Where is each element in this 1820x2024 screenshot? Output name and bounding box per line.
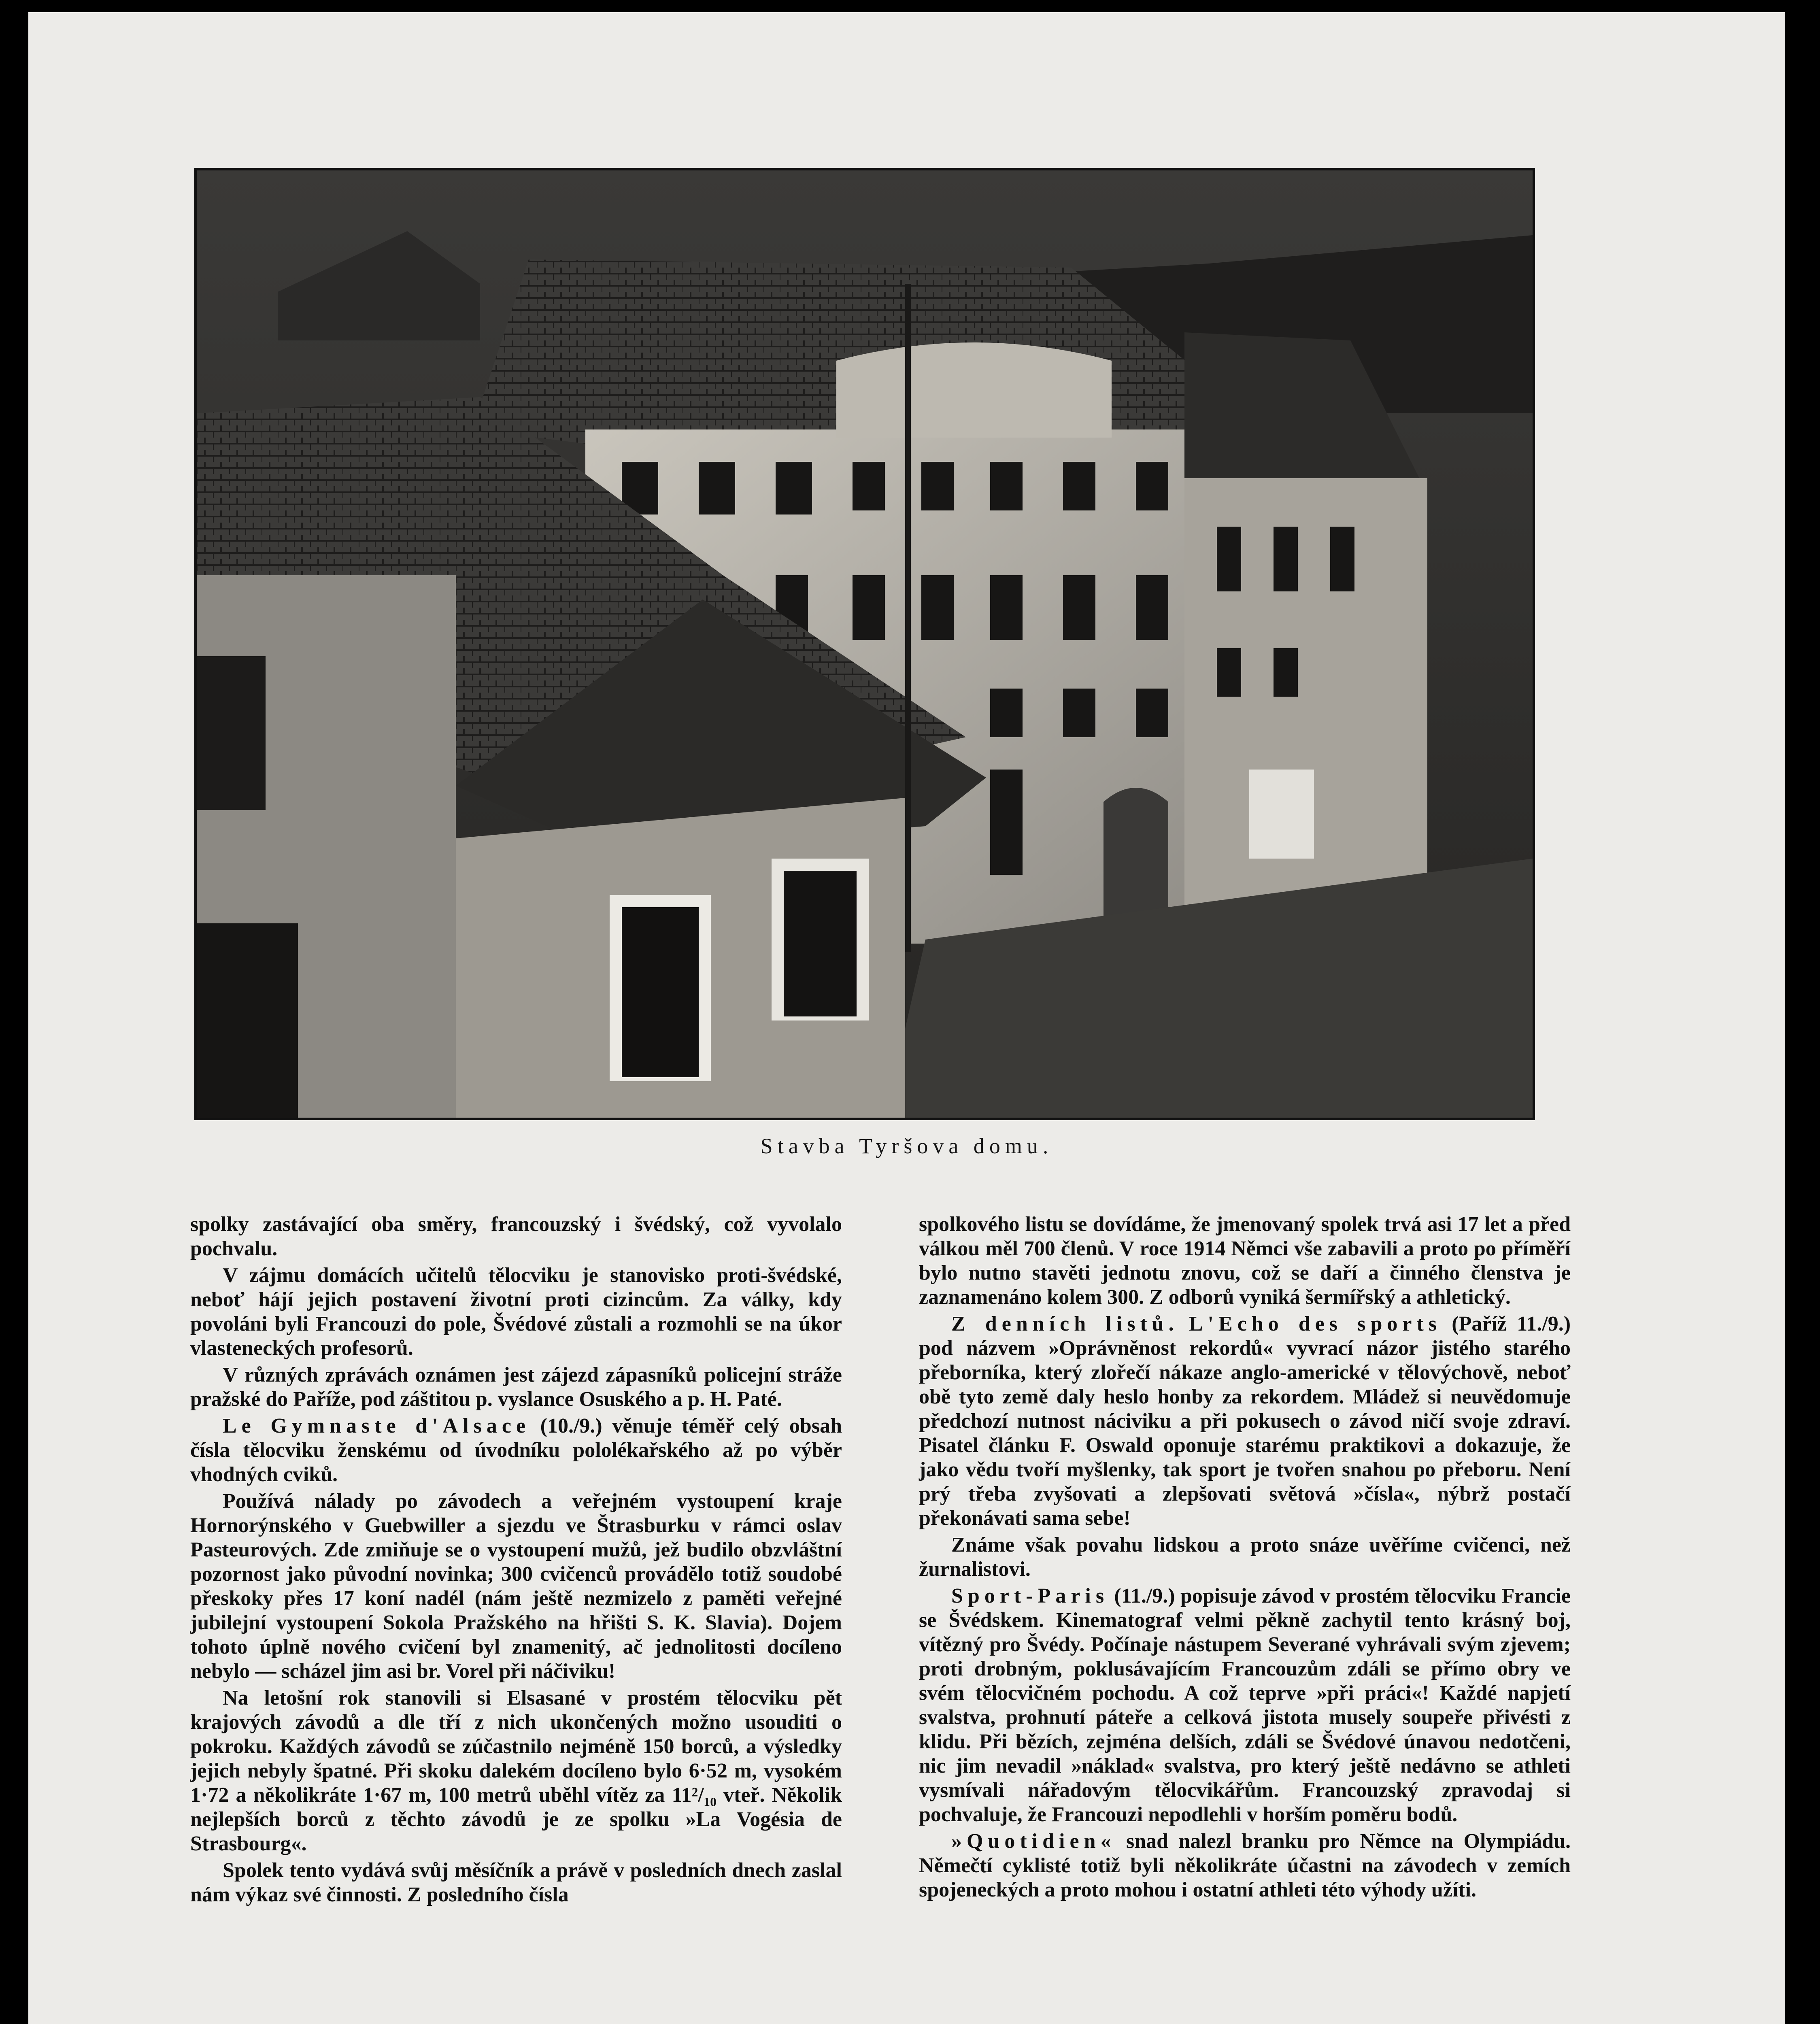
photo-caption: Stavba Tyršova domu. <box>760 1134 1053 1158</box>
photograph-image <box>197 170 1533 1118</box>
left-paragraph-7: Spolek tento vydává svůj měsíčník a právě v posledních dnech zaslal nám výkaz své činnosti. Z posledního čísla <box>190 1859 842 1906</box>
journal-title-sport-paris: Sport-Paris <box>951 1584 1109 1607</box>
right-paragraph-5 <box>919 1829 1571 1902</box>
left-paragraph-5: Používá nálady po závodech a veřejném vystoupení kraje Hornorýnského v Guebwiller a sjezdu ve Štrasburku v rámci oslav Pasteurových. Zde zmiňuje se o vystoupení mužů, jež budilo obzvláštní pozornost jako původní novinka; 300 cvičenců provádělo totiž soudobé přeskoky přes 17 koní nadél (nám ještě nezmizelo z paměti veřejné jubilejní vystoupení Sokola Pražského na hřišti S. K. Slavia). Dojem tohoto úplně nového cvičení byl znamenitý, ač jednolitosti docíleno nebylo — scházel jim asi br. Vorel při náčiviku! <box>190 1490 842 1683</box>
left-paragraph-1: spolky zastávající oba směry, francouzský i švédský, což vyvolalo pochvalu. <box>190 1213 842 1260</box>
right-paragraph-2-body: (Paříž 11./9.) pod názvem »Oprávněnost rekordů« vyvrací názor jistého starého přeborníka, který zlořečí nákaze anglo-americké v tělovýchově, neboť obě tyto země daly heslo honby za rekordem. Mládež si neuvědomuje předchozí nutnost náciviku a při pokusech o závod ničí svoje zdraví. Pisatel článku F. Oswald oponuje starému praktikovi a dokazuje, že jako vědu tvoří myšlenky, tak sport je tvořen snahou po přeboru. Není prý třeba zvyšovati a zlepšovati světová »čísla«, nýbrž postačí překonávati sama sebe! <box>919 1312 1571 1530</box>
right-paragraph-4-body: (11./9.) popisuje závod v prostém tělocviku Francie se Švédskem. Kinematograf velmi pěkně zachytil tento krásný boj, vítězný pro Švédy. Počínaje nástupem Severané vyhrávali svým zjevem; proti drobným, poklusávajícím Francouzům zdáli se přímo obry ve svém tělocvičném pochodu. A což teprve »při práci«! Každé napjetí svalstva, prohnutí páteře a celková jistota musely soupeře přivésti z klidu. Při bězích, zejména delších, zdáli se Švédové únavou nedotčeni, nic jim nevadil »náklad« svalstva, pro který ještě nedávno se athleti vysmívali nářadovým tělocvikářům. Francouzský zpravodaj si pochvaluje, že Francouzi nepodlehli v horším poměru bodů. <box>919 1584 1571 1826</box>
left-paragraph-4-body: (10./9.) věnuje téměř celý obsah čísla tělocviku ženskému od úvodníku pololékařského až po výběr vhodných cviků. <box>190 1414 842 1486</box>
right-paragraph-1: spolkového listu se dovídáme, že jmenovaný spolek trvá asi 17 let a před válkou měl 700 členů. V roce 1914 Němci vše zabavili a proto po příměří bylo nutno stavěti jednotu znovu, což se daří a činného členstva je zaznamenáno kolem 300. Z odborů vyniká šermířský a athletický. <box>919 1213 1571 1309</box>
journal-title-quotidien: »Quotidien« <box>951 1830 1116 1853</box>
left-column <box>190 1212 842 1909</box>
left-paragraph-3: V různých zprávách oznámen jest zájezd zápasníků policejní stráže pražské do Paříže, pod záštitou p. vyslance Osuského a p. H. Paté. <box>190 1363 842 1411</box>
left-paragraph-6: Na letošní rok stanovili si Elsasané v prostém tělocviku pět krajových závodů a dle tří z nich ukončených možno usouditi o pokroku. Každých závodů se zúčastnilo nejméně 150 borců, a výsledky jejich nebyly špatné. Při skoku dalekém docíleno bylo 6·52 m, vysokém 1·72 a několikráte 1·67 m, 100 metrů uběhl vítěz za 11²/₁₀ vteř. Několik nejlepších borců z těchto závodů je ze spolku »La Vogésia de Strasbourg«. <box>190 1686 842 1855</box>
journal-title-le-gymnaste: Le Gymnaste d'Alsace <box>223 1414 531 1437</box>
page <box>28 12 1785 2024</box>
section-title-z-dennich-listu: Z denních listů. <box>951 1312 1179 1335</box>
right-paragraph-5-body: snad nalezl branku pro Němce na Olympiádu. Němečtí cyklisté totiž byli několikráte účastni na závodech v zemích spojeneckých a proto mohou i ostatní athleti této výhody užíti. <box>919 1830 1571 1901</box>
right-column <box>919 1212 1571 1905</box>
right-paragraph-3: Známe však povahu lidskou a proto snáze uvěříme cvičenci, než žurnalistovi. <box>919 1533 1571 1581</box>
left-paragraph-2: V zájmu domácích učitelů tělocviku je stanovisko proti-švédské, neboť hájí jejich postavení životní proti cizincům. Za války, kdy povoláni byli Francouzi do pole, Švédové zůstali a rozmohli se na úkor vlasteneckých profesorů. <box>190 1264 842 1360</box>
journal-title-echo-des-sports: L'Echo des sports <box>1189 1312 1442 1335</box>
building-photograph <box>194 168 1535 1120</box>
left-paragraph-4 <box>190 1414 842 1487</box>
right-paragraph-4 <box>919 1584 1571 1827</box>
right-paragraph-2 <box>919 1312 1571 1531</box>
